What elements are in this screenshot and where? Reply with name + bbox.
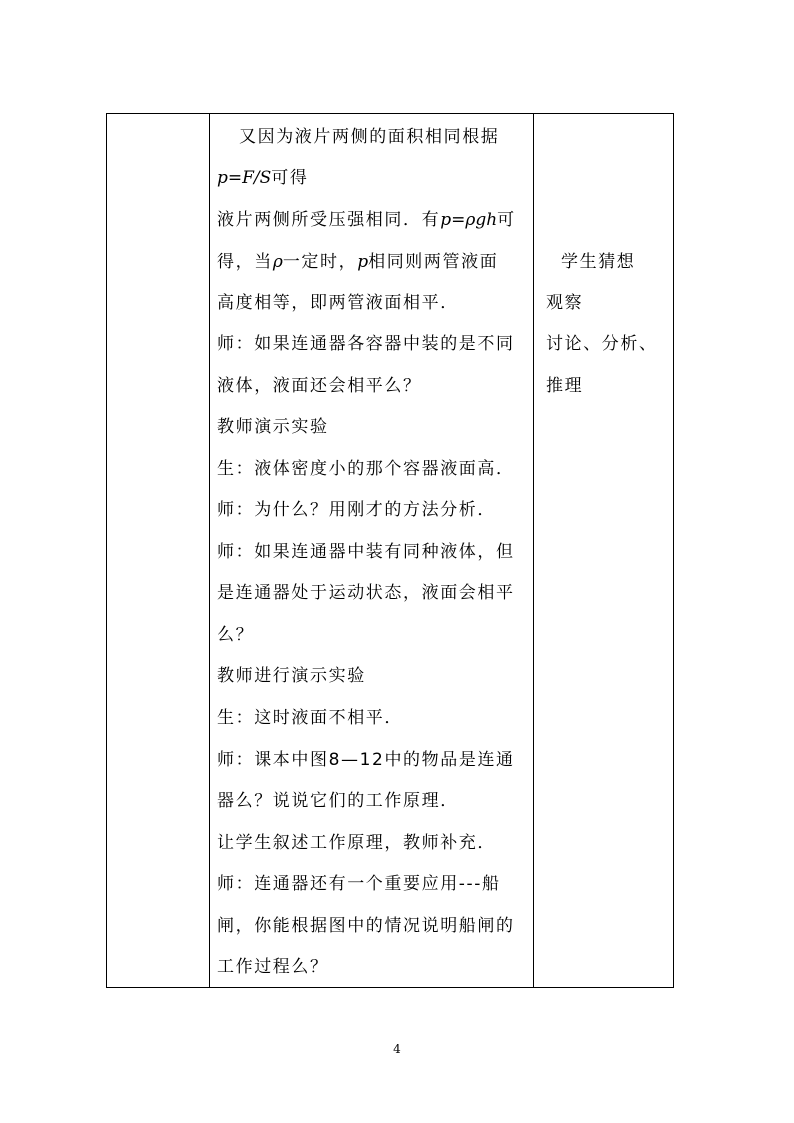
text-line-3: 液片两侧所受压强相同．有 xyxy=(217,210,441,230)
activity-line-2: 观察 xyxy=(546,293,584,313)
text-line-19: 师：连通器还有一个重要应用---船 xyxy=(217,874,501,894)
text-line-17: 器么？说说它们的工作原理． xyxy=(217,791,459,811)
text-line-10: 师：为什么？用刚才的方法分析． xyxy=(217,500,496,520)
column-divider-1 xyxy=(209,114,210,987)
text-line-11: 师：如果连通器中装有同种液体，但 xyxy=(217,542,515,562)
page-number: 4 xyxy=(393,1042,401,1056)
text-line-20: 闸，你能根据图中的情况说明船闸的 xyxy=(217,916,515,936)
text-line-16: 师：课本中图8—12中的物品是连通 xyxy=(217,750,515,770)
text-line-18: 让学生叙述工作原理，教师补充． xyxy=(217,833,496,853)
text-line-15: 生：这时液面不相平． xyxy=(217,708,403,728)
text-line-5: 高度相等，即两管液面相平． xyxy=(217,293,459,313)
formula-p-f-s: p=F/S xyxy=(217,168,272,188)
text-line-13: 么？ xyxy=(217,625,255,645)
text-line-4b: 一定时， xyxy=(282,252,358,272)
text-line-4c: 相同则两管液面 xyxy=(368,252,499,272)
text-line-21: 工作过程么？ xyxy=(217,957,329,977)
text-line-14: 教师进行演示实验 xyxy=(217,666,366,686)
text-line-12: 是连通器处于运动状态，液面会相平 xyxy=(217,583,515,603)
text-line-9: 生：液体密度小的那个容器液面高． xyxy=(217,459,515,479)
activity-line-4: 推理 xyxy=(546,376,584,396)
column-divider-2 xyxy=(533,114,534,987)
text-line-4: 得，当 xyxy=(217,252,273,272)
symbol-p: p xyxy=(357,252,369,272)
text-line-6: 师：如果连通器各容器中装的是不同 xyxy=(217,334,515,354)
formula-p-rho-g-h: p=ρgh xyxy=(440,210,498,230)
text-line-1: 又因为液片两侧的面积相同根据 xyxy=(239,127,500,147)
activity-line-3: 讨论、分析、 xyxy=(546,334,658,354)
text-line-3b: 可 xyxy=(497,210,516,230)
symbol-rho: ρ xyxy=(272,252,283,272)
lesson-table xyxy=(106,113,674,988)
text-line-2: 可得 xyxy=(271,168,309,188)
activity-line-1: 学生猜想 xyxy=(561,252,636,272)
text-line-8: 教师演示实验 xyxy=(217,417,329,437)
text-line-7: 液体，液面还会相平么？ xyxy=(217,376,422,396)
